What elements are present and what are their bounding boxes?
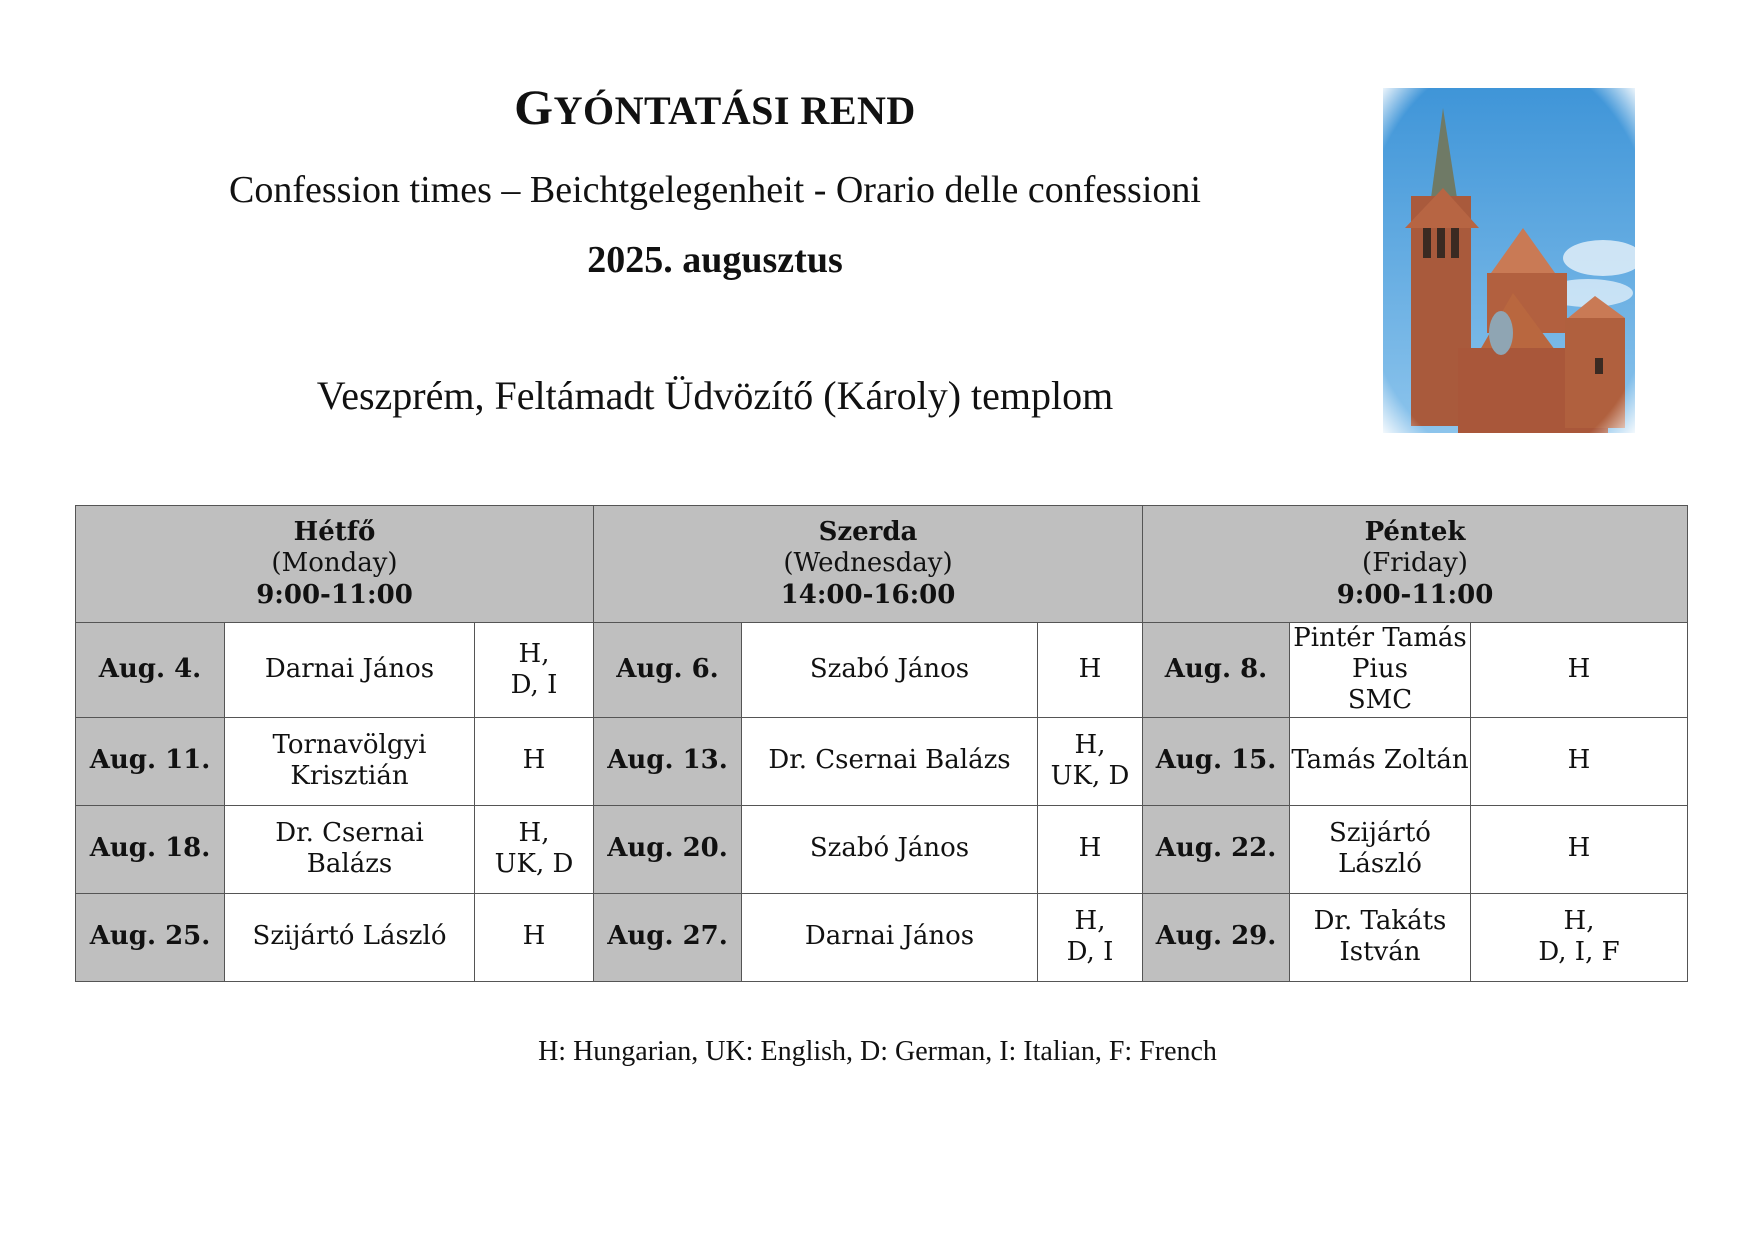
priest-name-line: Pintér Tamás Pius — [1293, 623, 1467, 685]
priest-name-line: Szijártó László — [252, 921, 447, 952]
languages-cell — [475, 893, 594, 981]
priest-name-line: Szabó János — [809, 833, 970, 864]
date-cell: Aug. 22. — [1143, 805, 1290, 893]
date-cell: Aug. 20. — [594, 805, 742, 893]
date-cell: Aug. 15. — [1143, 717, 1290, 805]
priest-name-line: Dr. Csernai — [275, 817, 424, 848]
subtitle: Confession times – Beichtgelegenheit - Orario delle confessioni — [229, 169, 1201, 211]
priest-name-line: Balázs — [306, 849, 393, 880]
priest-cell — [225, 805, 475, 893]
day-english: (Wednesday) — [783, 548, 953, 579]
table-row — [76, 717, 1688, 805]
language-line: H, — [1074, 729, 1106, 760]
column-header-monday — [76, 506, 594, 623]
day-name: Hétfő — [293, 517, 376, 548]
languages-cell — [1038, 893, 1143, 981]
language-line: H, — [518, 638, 550, 669]
priest-cell — [225, 893, 475, 981]
church-photo — [1383, 88, 1635, 433]
column-header-friday — [1143, 506, 1688, 623]
language-line: H — [522, 745, 546, 776]
languages-cell — [1471, 717, 1688, 805]
priest-name-line: Darnai János — [264, 654, 435, 685]
languages-cell — [1471, 623, 1688, 718]
confession-schedule-table — [75, 505, 1688, 982]
language-line: H, — [518, 817, 550, 848]
date-cell: Aug. 25. — [76, 893, 225, 981]
priest-cell — [225, 623, 475, 718]
priest-cell — [1290, 717, 1471, 805]
languages-cell — [1471, 805, 1688, 893]
priest-cell — [1290, 805, 1471, 893]
language-line: H — [1567, 745, 1591, 776]
day-name: Péntek — [1364, 517, 1466, 548]
day-english: (Friday) — [1362, 548, 1468, 579]
priest-name-line: Darnai János — [804, 921, 975, 952]
priest-name-line: SMC — [1347, 685, 1413, 716]
priest-cell — [742, 623, 1038, 718]
language-line: UK, D — [494, 849, 574, 880]
language-line: D, I — [510, 669, 558, 700]
schedule-body — [76, 623, 1688, 982]
language-line: H, — [1563, 905, 1595, 936]
date-cell: Aug. 4. — [76, 623, 225, 718]
language-line: D, I — [1066, 937, 1114, 968]
table-row — [76, 893, 1688, 981]
date-cell: Aug. 8. — [1143, 623, 1290, 718]
language-line: H — [1078, 833, 1102, 864]
languages-cell — [1471, 893, 1688, 981]
priest-name-line: Dr. Takáts István — [1313, 905, 1447, 968]
date-cell: Aug. 29. — [1143, 893, 1290, 981]
time-range: 9:00-11:00 — [256, 579, 413, 610]
languages-cell — [1038, 623, 1143, 718]
month-label: 2025. augusztus — [587, 239, 843, 281]
time-range: 14:00-16:00 — [780, 579, 956, 610]
language-line: H — [522, 921, 546, 952]
languages-cell — [475, 805, 594, 893]
priest-cell — [742, 717, 1038, 805]
language-line: H, — [1074, 905, 1106, 936]
column-header-wednesday — [594, 506, 1143, 623]
language-line: H — [1567, 654, 1591, 685]
date-cell: Aug. 18. — [76, 805, 225, 893]
languages-cell — [1038, 717, 1143, 805]
page-title — [0, 78, 1430, 136]
date-cell: Aug. 11. — [76, 717, 225, 805]
languages-cell — [475, 623, 594, 718]
day-name: Szerda — [818, 517, 918, 548]
date-cell: Aug. 13. — [594, 717, 742, 805]
day-english: (Monday) — [271, 548, 398, 579]
priest-name-line: Tamás Zoltán — [1291, 745, 1469, 776]
time-range: 9:00-11:00 — [1336, 579, 1494, 610]
priest-cell — [225, 717, 475, 805]
priest-cell — [1290, 893, 1471, 981]
priest-name-line: Szabó János — [809, 654, 970, 685]
priest-name-line: Szijártó László — [1329, 817, 1431, 880]
priest-cell — [1290, 623, 1471, 718]
title-rest: YÓNTATÁSI REND — [553, 88, 916, 133]
date-cell: Aug. 6. — [594, 623, 742, 718]
language-line: UK, D — [1050, 761, 1130, 792]
table-row — [76, 805, 1688, 893]
table-header-row — [76, 506, 1688, 623]
language-line: D, I, F — [1538, 937, 1620, 968]
table-row — [76, 623, 1688, 718]
languages-cell — [1038, 805, 1143, 893]
priest-cell — [742, 893, 1038, 981]
priest-name-line: Dr. Csernai Balázs — [768, 745, 1011, 776]
priest-cell — [742, 805, 1038, 893]
languages-cell — [475, 717, 594, 805]
church-name: Veszprém, Feltámadt Üdvözítő (Károly) templom — [316, 373, 1114, 418]
language-line: H — [1078, 654, 1102, 685]
language-legend: H: Hungarian, UK: English, D: German, I: Italian, F: French — [538, 1036, 1217, 1067]
language-line: H — [1567, 833, 1591, 864]
priest-name-line: Tornavölgyi — [272, 729, 427, 760]
church-illustration-icon — [1383, 88, 1635, 433]
date-cell: Aug. 27. — [594, 893, 742, 981]
priest-name-line: Krisztián — [290, 761, 409, 792]
title-initial: G — [514, 79, 554, 135]
